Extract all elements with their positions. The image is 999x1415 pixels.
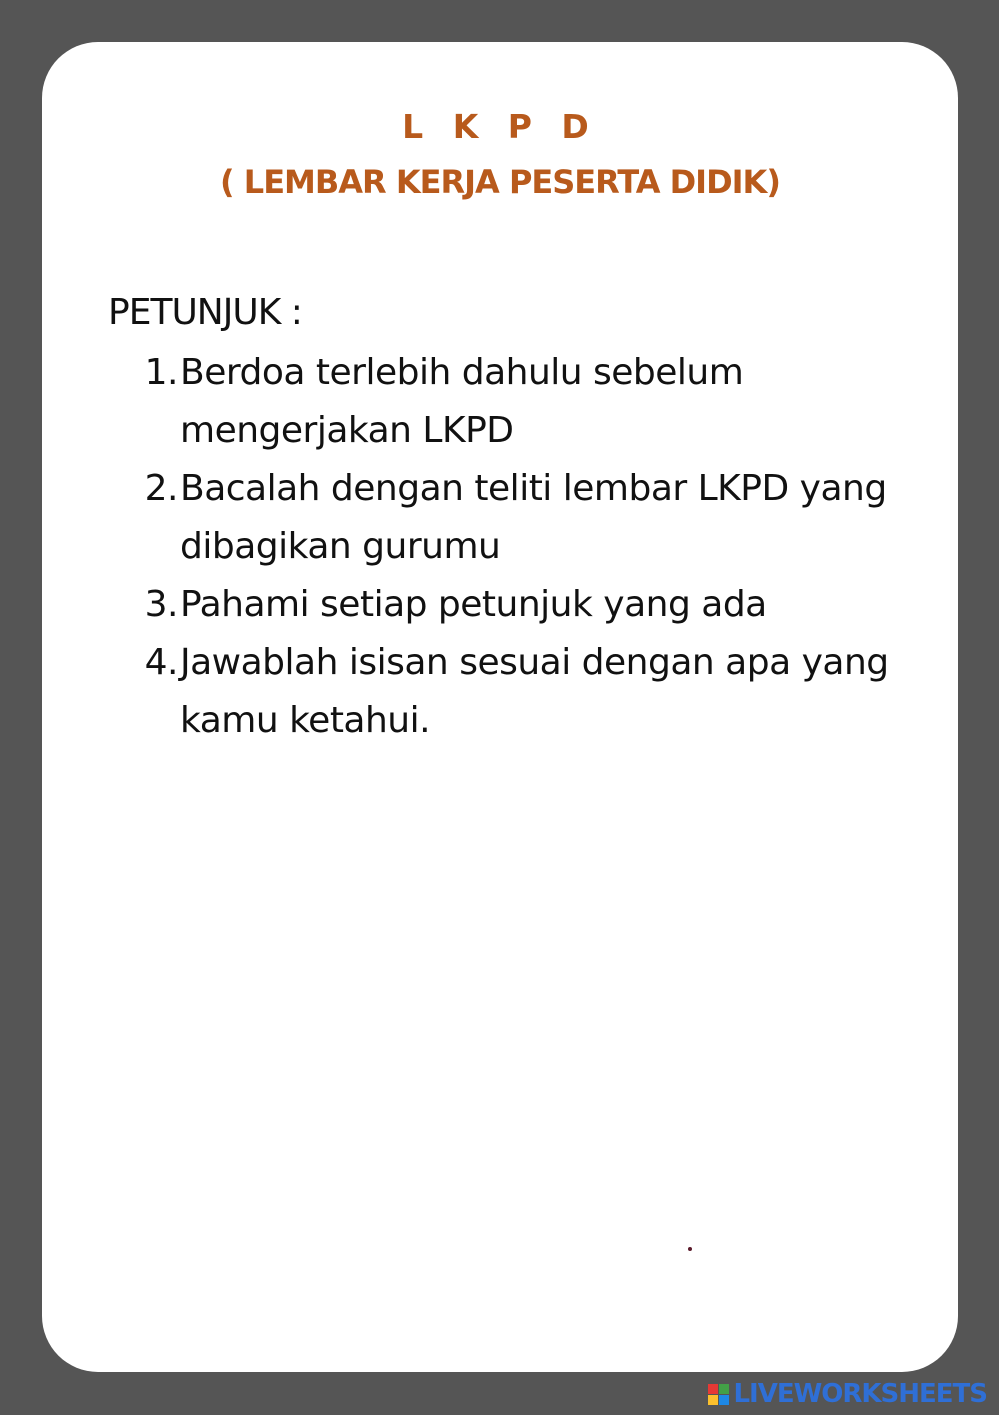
worksheet-title: L K P D xyxy=(402,107,598,146)
logo-cell xyxy=(708,1384,718,1394)
worksheet-subtitle: ( LEMBAR KERJA PESERTA DIDIK) xyxy=(220,163,780,201)
instruction-number: 4. xyxy=(144,642,178,683)
instruction-number: 1. xyxy=(144,352,178,393)
logo-cell xyxy=(719,1384,729,1394)
liveworksheets-watermark[interactable] xyxy=(708,1379,987,1409)
logo-cell xyxy=(708,1395,718,1405)
instruction-item xyxy=(138,344,898,460)
instruction-text: Jawablah isisan sesuai dengan apa yang kamu ketahui. xyxy=(180,642,889,741)
logo-cell xyxy=(719,1395,729,1405)
liveworksheets-logo-icon xyxy=(708,1384,729,1405)
instructions-list xyxy=(138,344,898,750)
instruction-number: 2. xyxy=(144,468,178,509)
watermark-text: LIVEWORKSHEETS xyxy=(733,1379,987,1409)
instruction-item xyxy=(138,576,898,634)
stray-dot xyxy=(688,1247,692,1251)
instruction-number: 3. xyxy=(144,584,178,625)
instruction-text: Pahami setiap petunjuk yang ada xyxy=(180,584,767,625)
worksheet-card xyxy=(42,42,958,1372)
instructions-heading: PETUNJUK : xyxy=(108,292,302,333)
instruction-text: Berdoa terlebih dahulu sebelum mengerjakan LKPD xyxy=(180,352,744,451)
instruction-item xyxy=(138,634,898,750)
instruction-item xyxy=(138,460,898,576)
instruction-text: Bacalah dengan teliti lembar LKPD yang dibagikan gurumu xyxy=(180,468,887,567)
